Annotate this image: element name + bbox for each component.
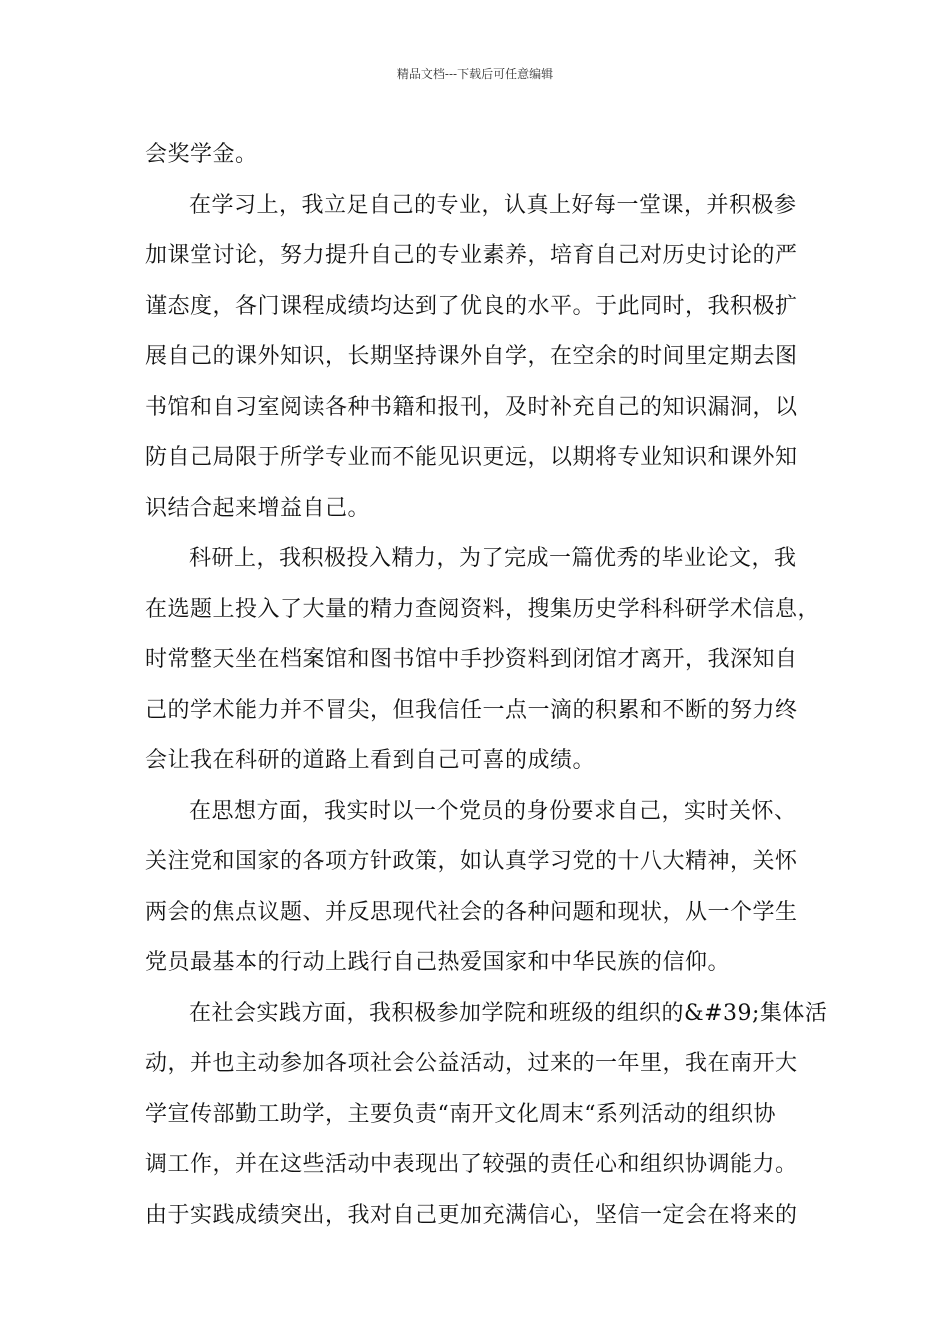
text-line: 识结合起来增益自己。 (145, 495, 371, 521)
text-line: 时常整天坐在档案馆和图书馆中手抄资料到闭馆才离开，我深知自 (145, 647, 798, 672)
text-line: 加课堂讨论，努力提升自己的专业素养，培育自己对历史讨论的严 (145, 243, 798, 268)
text-line: 两会的焦点议题、并反思现代社会的各种问题和现状，从一个学生 (145, 899, 798, 925)
text-line: 谨态度，各门课程成绩均达到了优良的水平。于此同时，我积极扩 (145, 293, 798, 319)
text-line: 己的学术能力并不冒尖，但我信任一点一滴的积累和不断的努力终 (145, 697, 798, 723)
text-line: 书馆和自习室阅读各种书籍和报刊，及时补充自己的知识漏洞，以 (145, 394, 798, 420)
text-line: 动，并也主动参加各项社会公益活动，过来的一年里，我在南开大 (145, 1051, 798, 1076)
text-line: 会奖学金。 (145, 142, 258, 167)
text-line: 会让我在科研的道路上看到自己可喜的成绩。 (145, 748, 596, 773)
text-line: 学宣传部勤工助学，主要负责“南开文化周末“系列活动的组织协 (145, 1101, 776, 1127)
text-line: 展自己的课外知识，长期坚持课外自学，在空余的时间里定期去图 (145, 344, 798, 369)
text-line: 调工作，并在这些活动中表现出了较强的责任心和组织协调能力。 (145, 1152, 798, 1177)
text-line: 防自己局限于所学专业而不能见识更远，以期将专业知识和课外知 (145, 445, 798, 470)
text-line: 关注党和国家的各项方针政策，如认真学习党的十八大精神，关怀 (145, 849, 798, 874)
text-line: 在社会实践方面，我积极参加学院和班级的组织的&#39;集体活 (189, 1000, 828, 1026)
text-line: 在思想方面，我实时以一个党员的身份要求自己，实时关怀、 (189, 798, 797, 824)
text-line: 党员最基本的行动上践行自己热爱国家和中华民族的信仰。 (145, 950, 731, 975)
text-line: 在学习上，我立足自己的专业，认真上好每一堂课，并积极参 (189, 192, 797, 218)
text-line: 在选题上投入了大量的精力查阅资料，搜集历史学科科研学术信息， (145, 596, 821, 622)
text-line: 科研上，我积极投入精力，为了完成一篇优秀的毕业论文，我 (189, 546, 797, 571)
text-line: 由于实践成绩突出，我对自己更加充满信心，坚信一定会在将来的 (145, 1202, 798, 1228)
document-body (145, 130, 828, 1241)
page-header: 精品文档---下载后可任意编辑 (396, 67, 554, 81)
